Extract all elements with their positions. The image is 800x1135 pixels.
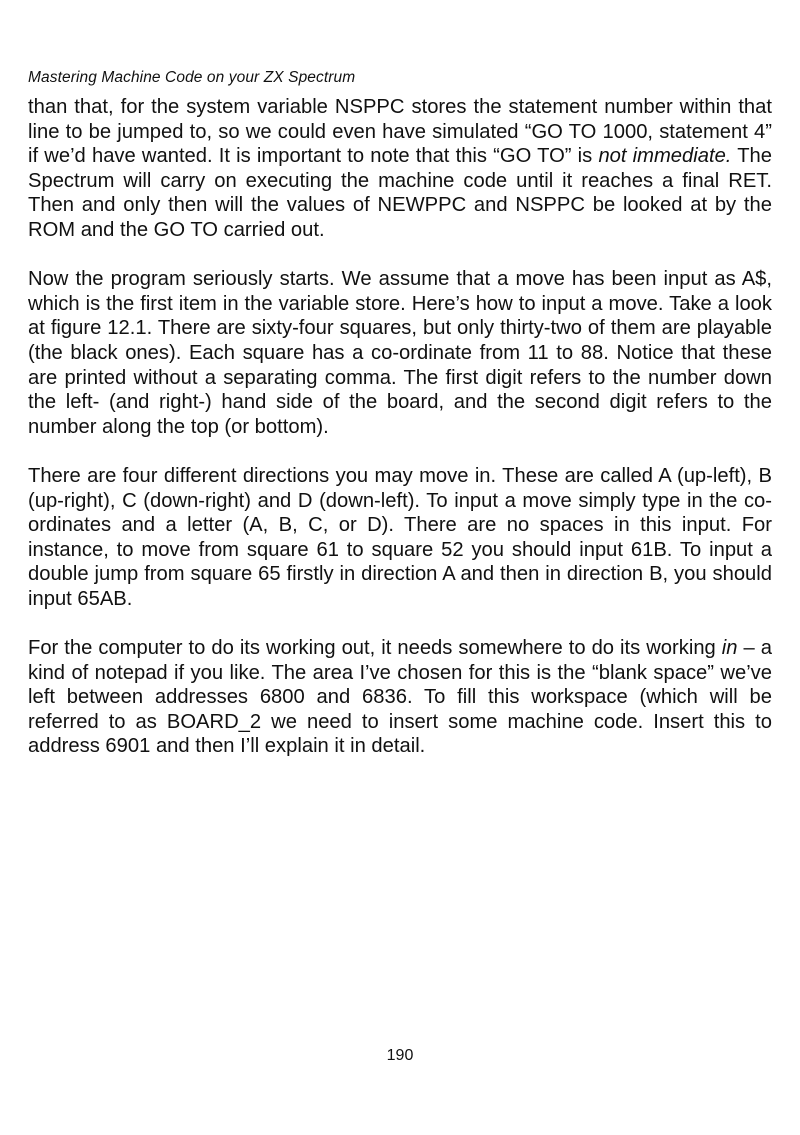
- paragraph-4-segment-1: For the computer to do its working out, it needs somewhere to do its working: [28, 637, 722, 660]
- paragraph-1-segment-3: The Spectrum will carry on executing the machine code until it reaches a final RET. Then and only then will the values of NEWPPC and NSPPC be looked at by the ROM and the GO TO carried out.: [28, 145, 773, 241]
- paragraph-4-emphasis: in: [721, 637, 738, 660]
- paragraph-2: [28, 267, 772, 439]
- paragraph-4-segment-3: – a kind of notepad if you like. The area I’ve chosen for this is the “blank space” we’ve left between addresses 6800 and 6836. To fill this workspace (which will be referred to as BOARD_2 we need to insert some machine code. Insert this to address 6901 and then I’ll explain it in detail.: [28, 637, 772, 758]
- paragraph-4: [28, 636, 772, 759]
- paragraph-1-emphasis: not immediate.: [598, 145, 732, 168]
- body-text: [28, 95, 772, 784]
- paragraph-3-segment-1: There are four different directions you may move in. These are called A (up-left), B (up-right), C (down-right) and D (down-left). To input a move simply type in the co-ordinates and a letter (A, B, C, or D). There are no spaces in this input. For instance, to move from square 61 to square 52 you should input 61B. To input a double jump from square 65 firstly in direction A and then in direction B, you should input 65AB.: [28, 464, 772, 610]
- paragraph-1: [28, 95, 772, 243]
- paragraph-3: [28, 464, 772, 612]
- page-number: 190: [386, 1047, 414, 1064]
- paragraph-1-segment-1: than that, for the system variable NSPPC stores the statement number within that line to be jumped to, so we could even have simulated “GO TO 1000, statement 4” if we’d have wanted. It is important to note that this “GO TO” is: [28, 96, 772, 168]
- running-header: Mastering Machine Code on your ZX Spectrum: [28, 69, 356, 86]
- paragraph-2-segment-1: Now the program seriously starts. We assume that a move has been input as A$, which is the first item in the variable store. Here’s how to input a move. Take a look at figure 12.1. There are sixty-four squares, but only thirty-two of them are playable (the black ones). Each square has a co-ordinate from 11 to 88. Notice that these are printed without a separating comma. The first digit refers to the number down the left- (and right-) hand side of the board, and the second digit refers to the number along the top (or bottom).: [28, 268, 772, 438]
